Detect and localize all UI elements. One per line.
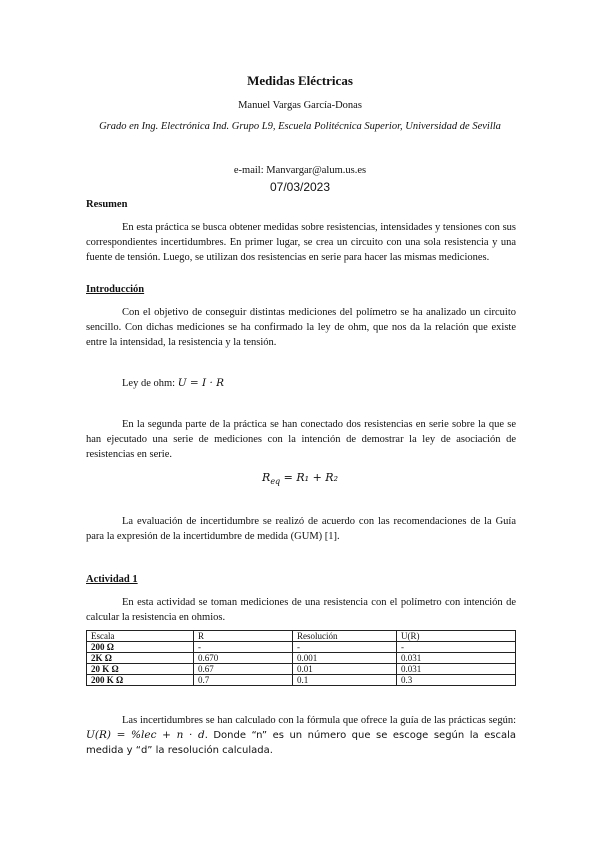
table-cell: - bbox=[194, 642, 293, 653]
actividad1-closing bbox=[86, 713, 516, 758]
closing-text-end: . Donde “n” es un número que se escoge según la escala medida y “d” la resolución calculada. bbox=[86, 730, 516, 756]
email-line: e-mail: Manvargar@alum.us.es bbox=[233, 165, 367, 176]
affiliation: Grado en Ing. Electrónica Ind. Grupo L9, Escuela Politécnica Superior, Universidad de Sevilla bbox=[99, 121, 501, 132]
series-formula bbox=[0, 471, 600, 486]
paper-title: Medidas Eléctricas bbox=[247, 73, 353, 88]
table-cell: 0.001 bbox=[293, 653, 397, 664]
table-header-cell: Resolución bbox=[293, 631, 397, 642]
table-row bbox=[87, 642, 516, 653]
series-formula-sub: eq bbox=[270, 477, 281, 487]
ohm-formula: U = I · R bbox=[177, 377, 225, 389]
table-cell: 0.670 bbox=[194, 653, 293, 664]
series-formula-lhs: R bbox=[262, 471, 271, 484]
table-row bbox=[87, 653, 516, 664]
table-cell: 0.7 bbox=[194, 675, 293, 686]
table-header-row bbox=[87, 631, 516, 642]
table-header-cell: U(R) bbox=[397, 631, 516, 642]
intro-text-1: Con el objetivo de conseguir distintas mediciones del polímetro se ha analizado un circuito sencillo. Con dichas mediciones se ha confirmado la ley de ohm, que nos da la relación que existe entre la intensidad, la resistencia y la tensión. bbox=[86, 307, 516, 348]
actividad1-intro bbox=[86, 595, 516, 625]
table-cell: - bbox=[397, 642, 516, 653]
table-row bbox=[87, 675, 516, 686]
table-cell: 200 Ω bbox=[87, 642, 194, 653]
table-cell: 2K Ω bbox=[87, 653, 194, 664]
resumen-text: En esta práctica se busca obtener medidas sobre resistencias, intensidades y tensiones con sus correspondientes incertidumbres. En primer lugar, se crea un circuito con una sola resistencia y una fuente de tensión. Luego, se utilizan dos resistencias en serie para hacer las mismas mediciones. bbox=[86, 222, 516, 263]
table-cell: 0.031 bbox=[397, 664, 516, 675]
intro-text-2: En la segunda parte de la práctica se han conectado dos resistencias en serie sobre la que se han ejecutado una serie de mediciones con la intención de demostrar la ley de asociación de resistencias en serie. bbox=[86, 419, 516, 460]
date-line: 07/03/2023 bbox=[269, 180, 331, 194]
table-cell: 0.67 bbox=[194, 664, 293, 675]
table-cell: 200 K Ω bbox=[87, 675, 194, 686]
table-header-cell: Escala bbox=[87, 631, 194, 642]
author-name: Manuel Vargas García-Donas bbox=[238, 100, 362, 111]
intro-paragraph-3 bbox=[86, 514, 516, 544]
closing-text-start: Las incertidumbres se han calculado con la fórmula que ofrece la guía de las prácticas según: bbox=[122, 715, 516, 726]
introduccion-heading: Introducción bbox=[86, 284, 145, 295]
table-header-cell: R bbox=[194, 631, 293, 642]
table-cell: 0.3 bbox=[397, 675, 516, 686]
intro-text-3: La evaluación de incertidumbre se realizó de acuerdo con las recomendaciones de la Guía para la expresión de la incertidumbre de medida (GUM) [1]. bbox=[86, 516, 516, 542]
resumen-heading: Resumen bbox=[86, 199, 128, 210]
closing-formula: U(R) = %lec + n · d bbox=[86, 729, 205, 741]
actividad1-heading: Actividad 1 bbox=[86, 574, 138, 585]
intro-paragraph-1 bbox=[86, 305, 516, 350]
measurement-table bbox=[86, 630, 516, 686]
table-cell: - bbox=[293, 642, 397, 653]
ohm-label: Ley de ohm: bbox=[122, 378, 176, 389]
table-cell: 20 K Ω bbox=[87, 664, 194, 675]
table-cell: 0.031 bbox=[397, 653, 516, 664]
resumen-paragraph bbox=[86, 220, 516, 265]
intro-paragraph-2 bbox=[86, 417, 516, 462]
actividad1-intro-text: En esta actividad se toman mediciones de una resistencia con el polímetro con intención de calcular la resistencia en ohmios. bbox=[86, 597, 516, 623]
table-cell: 0.01 bbox=[293, 664, 397, 675]
table-row bbox=[87, 664, 516, 675]
table-cell: 0.1 bbox=[293, 675, 397, 686]
series-formula-rhs: = R₁ + R₂ bbox=[283, 471, 338, 484]
ohm-law-line bbox=[86, 376, 516, 391]
